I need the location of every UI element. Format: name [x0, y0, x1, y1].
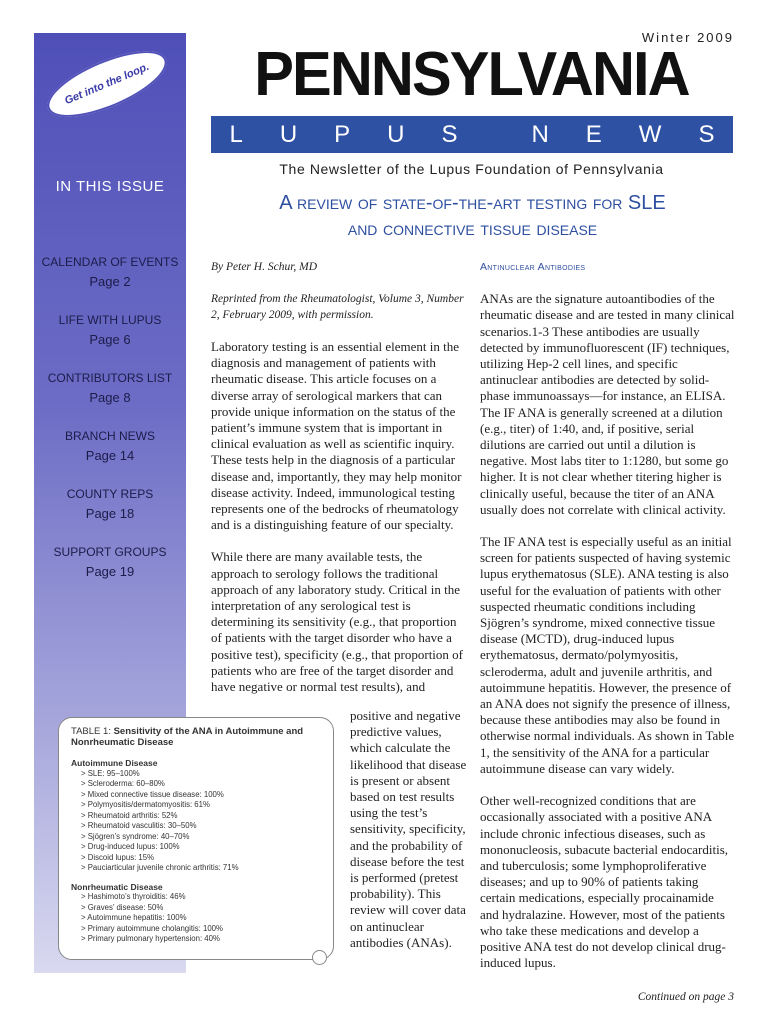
table-row: > Hashimoto’s thyroiditis: 46%: [81, 892, 186, 901]
table-row: > Autoimmune hepatitis: 100%: [81, 913, 187, 922]
lupus-news-banner: [211, 116, 733, 153]
table-row: > Rheumatoid vasculitis: 30–50%: [81, 821, 197, 830]
toc-item-page: Page 2: [89, 274, 131, 289]
reprint-note: Reprinted from the Rheumatologist, Volume 3, Number 2, February 2009, with permission.: [211, 293, 464, 321]
table-row: > Scleroderma: 60–80%: [81, 779, 165, 788]
loop-text: Get into the loop.: [63, 60, 151, 108]
masthead-title: PENNSYLVANIA: [254, 40, 689, 109]
toc-item-county-reps[interactable]: [34, 485, 186, 543]
table-label: TABLE 1:: [71, 726, 111, 737]
article-headline: [200, 190, 745, 242]
continued-note: Continued on page 3: [637, 991, 734, 1003]
article-column-1: [211, 259, 466, 695]
table-row: > Rheumatoid arthritis: 52%: [81, 810, 178, 820]
table-row: > SLE: 95–100%: [81, 768, 140, 778]
table-row: > Discoid lupus: 15%: [81, 852, 155, 862]
article-column-2: [480, 259, 735, 987]
banner-letter: S: [698, 120, 715, 148]
toc-item-branch-news[interactable]: [34, 427, 186, 485]
toc-item-life-with-lupus[interactable]: [34, 311, 186, 369]
banner-letter: U: [279, 120, 298, 148]
article-column-1-continued: positive and negative predictive values, which calculate the likelihood that disease is present or absent based on test results using the test’s sensitivity, specificity, and the probability of disease before the test is performed (pretest probability). This review will cover data on antinuclear antibodies (ANAs).: [350, 708, 467, 950]
toc-item-title: LIFE WITH LUPUS: [58, 313, 162, 327]
banner-letter: W: [638, 120, 662, 148]
banner-letter: S: [441, 120, 458, 148]
tagline: The Newsletter of the Lupus Foundation of Pennsylvania: [279, 161, 664, 177]
banner-letter: U: [387, 120, 405, 148]
paragraph: Laboratory testing is an essential element in the diagnosis and management of patients with rheumatic disease. This article focuses on a diverse array of serological markers that can provide unique information on the status of the patient’s immune system that is important in clinical evaluation as well as scientific inquiry. These tests help in the diagnosis of a particular disease and, importantly, they may help monitor disease activity. Indeed, immunological testing represents one of the bedrocks of rheumatology and is a distinguishing feature of our specialty.: [211, 339, 462, 533]
toc-item-title: CALENDAR OF EVENTS: [41, 255, 179, 269]
get-into-the-loop-badge: [39, 38, 175, 130]
headline-line-1: A review of state-of-the-art testing for SLE: [279, 192, 666, 214]
banner-letter: L: [229, 120, 243, 148]
paragraph: ANAs are the signature autoantibodies of the rheumatic disease and are tested in many clinical scenarios.1-3 These antibodies are usually detected by immunofluorescent (IF) techniques, utilizing Hep-2 cell lines, and specific antinuclear antibodies are detected by solid-phase immunoassays—for instance, an ELISA. The IF ANA is generally screened at a dilution (e.g., titer) of 1:40, and, if positive, serial dilutions are carried out until a dilution is negative. Most labs titer to 1:1280, but some go higher. It is not clear whether titering higher is clinically useful, because the titer of an ANA usually does not correlate with clinical activity.: [480, 291, 735, 517]
table-title-text: Sensitivity of the ANA in Autoimmune and Nonrheumatic Disease: [71, 726, 304, 748]
table-row: > Polymyositis/dermatomyositis: 61%: [81, 800, 210, 809]
table-row: > Graves’ disease: 50%: [81, 902, 164, 912]
headline-line-2: and connective tissue disease: [347, 218, 598, 240]
toc-item-contributors[interactable]: [34, 369, 186, 427]
issue-date: Winter 2009: [641, 30, 734, 45]
banner-letter: P: [334, 120, 351, 148]
in-this-issue-heading: IN THIS ISSUE: [55, 178, 165, 195]
toc-item-page: Page 6: [89, 332, 131, 347]
table-row: > Primary autoimmune cholangitis: 100%: [81, 923, 223, 933]
byline: By Peter H. Schur, MD: [211, 261, 318, 273]
toc-item-title: COUNTY REPS: [66, 487, 154, 501]
banner-letter: N: [531, 120, 549, 148]
toc-item-title: SUPPORT GROUPS: [53, 545, 167, 559]
table-group-heading: Nonrheumatic Disease: [71, 881, 163, 892]
toc-item-page: Page 18: [85, 506, 135, 521]
table-group-heading: Autoimmune Disease: [71, 758, 158, 768]
toc-item-calendar[interactable]: [34, 253, 186, 311]
table-title: [71, 726, 321, 748]
toc-item-page: Page 8: [89, 390, 131, 405]
toc-item-support-groups[interactable]: [34, 543, 186, 601]
toc-item-page: Page 19: [85, 564, 135, 579]
table-row: > Primary pulmonary hypertension: 40%: [81, 934, 220, 943]
toc-item-title: BRANCH NEWS: [64, 429, 155, 443]
toc-item-page: Page 14: [85, 448, 135, 463]
paragraph: While there are many available tests, the approach to serology follows the traditional approach of any laboratory study. Critical in the interpretation of any serological test is determining its sensitivity (e.g., that proportion of patients with the target disorder who have a positive test), specificity (e.g., that proportion of patients who are free of the target disorder and have negative or normal test results), and: [211, 549, 463, 695]
section-heading: Antinuclear Antibodies: [480, 261, 586, 273]
table-row: > Sjögren’s syndrome: 40–70%: [81, 831, 190, 841]
sensitivity-table: [58, 717, 334, 960]
table-corner-knob: [312, 950, 327, 965]
table-row: > Pauciarticular juvenile chronic arthritis: 71%: [81, 863, 239, 872]
toc-item-title: CONTRIBUTORS LIST: [47, 371, 173, 385]
paragraph: The IF ANA test is especially useful as an initial screen for patients suspected of having systemic lupus erythematosus (SLE). ANA testing is also useful for the evaluation of patients with other suspected rheumatic conditions including Sjögren’s syndrome, mixed connective tissue disease (MCTD), drug-induced lupus erythematosus, dermato/polymyositis, scleroderma, adult and juvenile arthritis, and autoimmune hepatitis. However, the presence of an ANA does not signify the presence of illness, because these antibodies may also be found in otherwise normal individuals. As shown in Table 1, the sensitivity of the ANA for a particular autoimmune disease can vary widely.: [480, 534, 735, 776]
table-of-contents: [34, 253, 186, 601]
table-row: > Drug-induced lupus: 100%: [81, 842, 180, 851]
table-row: > Mixed connective tissue disease: 100%: [81, 789, 224, 799]
paragraph: Other well-recognized conditions that are occasionally associated with a positive ANA include chronic infectious diseases, such as mononucleosis, subacute bacterial endocarditis, and tuberculosis; some lymphoproliferative diseases; and up to 90% of patients taking certain medications, especially procainamide and hydralazine. However, most of the patients who take these medications and develop a positive ANA test do not develop clinical drug-induced lupus.: [480, 793, 729, 971]
banner-letter: E: [585, 120, 602, 148]
